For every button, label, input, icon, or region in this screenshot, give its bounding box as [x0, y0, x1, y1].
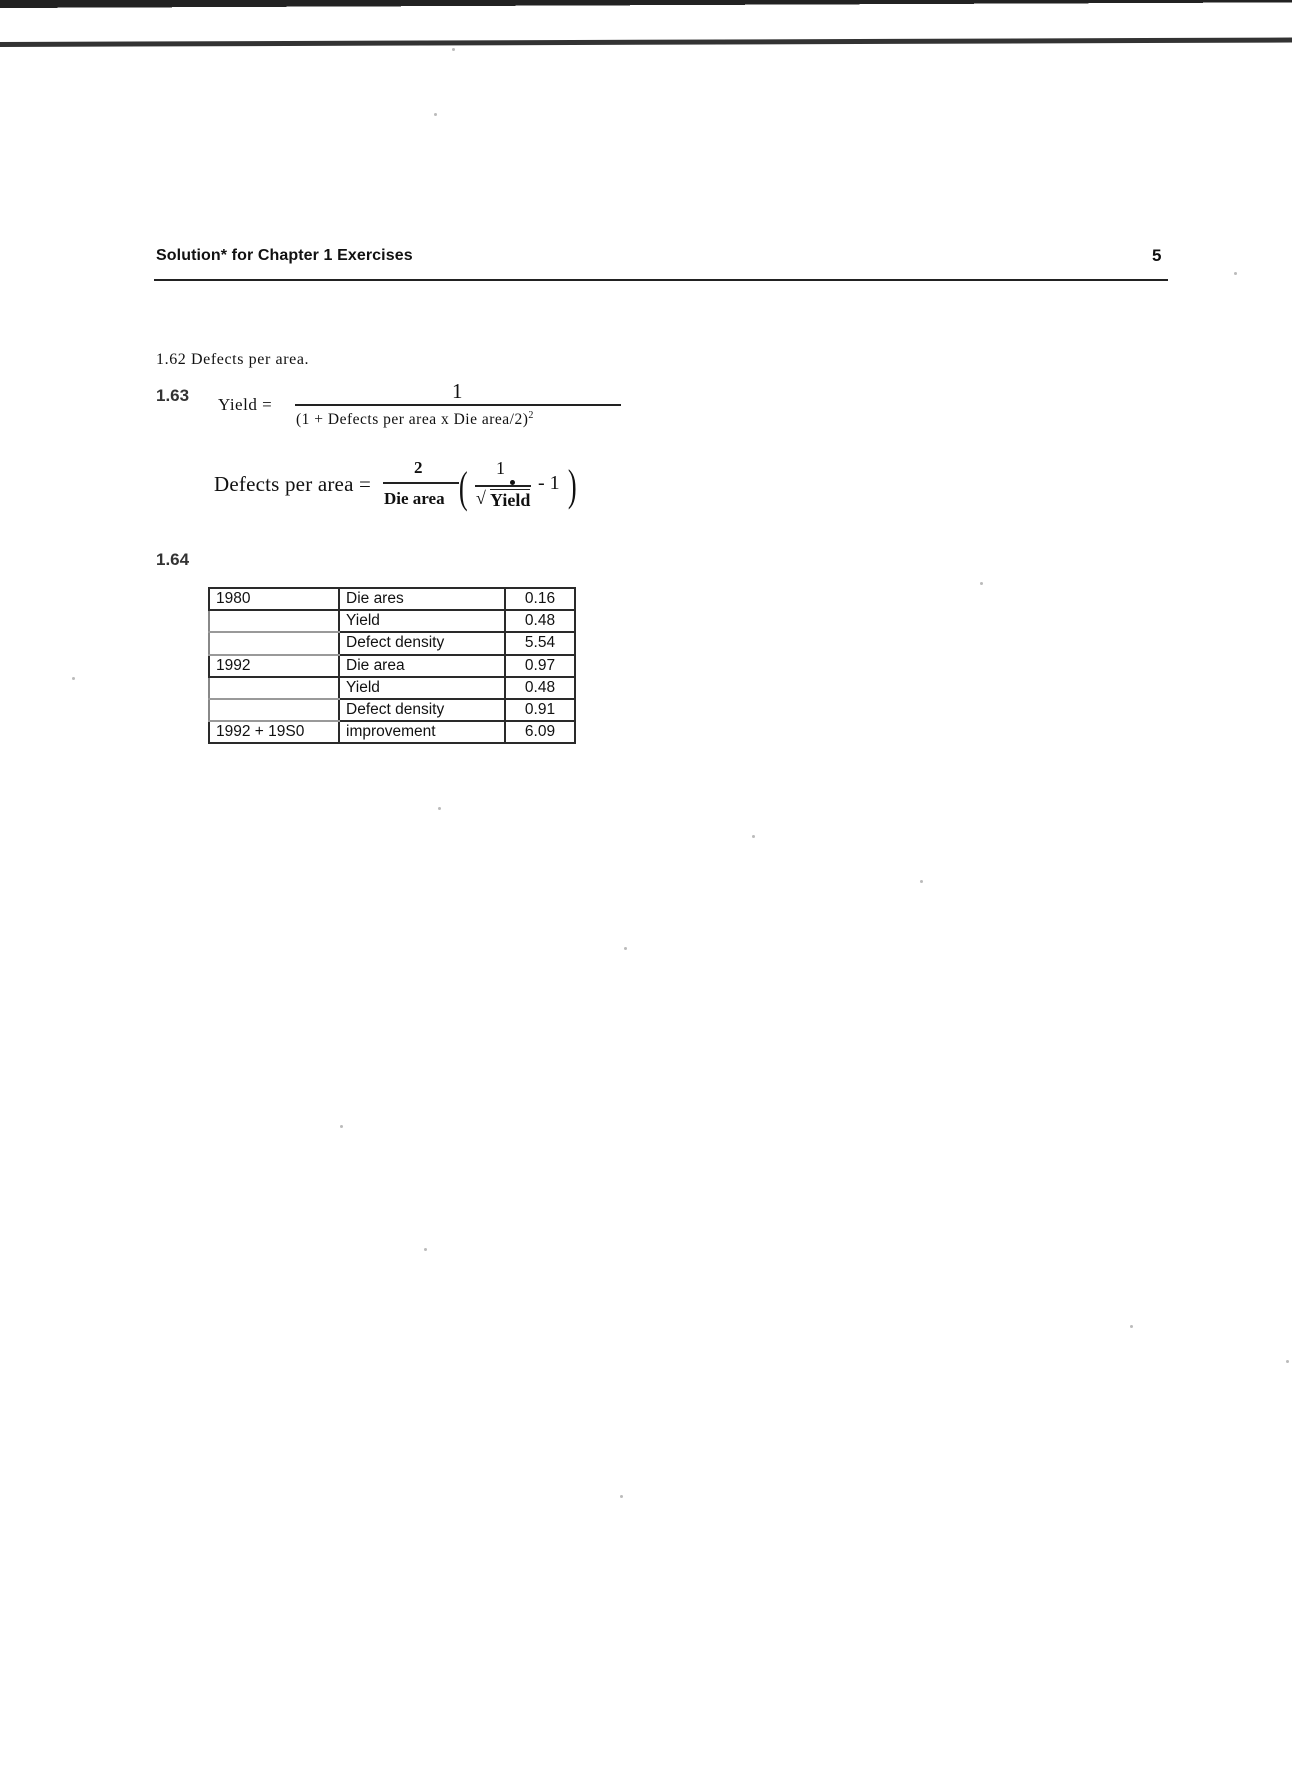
- inner-numerator: 1: [496, 458, 505, 478]
- denominator-text: (1 + Defects per area x Die area/2): [296, 411, 529, 429]
- sqrt-radicand: Yield: [490, 490, 531, 510]
- scan-speck: [752, 835, 755, 838]
- yield-equation-denominator: [296, 410, 534, 429]
- fraction-bar: [295, 404, 621, 406]
- yield-table: [208, 587, 576, 744]
- denominator-exponent: 2: [528, 410, 534, 421]
- table-cell-value: 0.48: [505, 677, 575, 699]
- table-cell-label: Die area: [339, 655, 505, 677]
- table-cell-value: 0.97: [505, 655, 575, 677]
- header-rule: [154, 279, 1168, 281]
- table-cell-year: 1992 + 19S0: [209, 721, 339, 743]
- yield-equation-lhs: Yield =: [218, 395, 273, 414]
- table-cell-label: Defect density: [339, 699, 505, 721]
- exercise-1-62: 1.62 Defects per area.: [156, 351, 310, 368]
- coef-numerator: 2: [414, 458, 423, 477]
- table-cell-year: [209, 632, 339, 654]
- table-cell-value: 6.09: [505, 721, 575, 743]
- table-cell-label: Yield: [339, 677, 505, 699]
- page-number: 5: [1152, 246, 1162, 265]
- table-cell-value: 5.54: [505, 632, 575, 654]
- running-head: Solution* for Chapter 1 Exercises: [156, 247, 413, 264]
- scan-speck: [452, 48, 455, 51]
- scan-speck: [424, 1248, 427, 1251]
- scan-speck: [438, 807, 441, 810]
- scan-speck: [1286, 1360, 1289, 1363]
- scan-speck: [434, 113, 437, 116]
- table-row: [209, 655, 575, 677]
- scan-border-rule: [0, 37, 1292, 47]
- table-cell-year: 1992: [209, 655, 339, 677]
- table-row: [209, 588, 575, 610]
- table-row: [209, 721, 575, 743]
- scan-speck: [980, 582, 983, 585]
- scan-speck: [1130, 1325, 1133, 1328]
- table-cell-label: Die ares: [339, 588, 505, 610]
- defects-equation-lhs: Defects per area =: [214, 472, 372, 496]
- fraction-bar: [383, 482, 459, 484]
- table-cell-value: 0.91: [505, 699, 575, 721]
- table-cell-label: improvement: [339, 721, 505, 743]
- table-row: [209, 677, 575, 699]
- table-cell-value: 0.48: [505, 610, 575, 632]
- coef-denominator: Die area: [384, 489, 445, 508]
- table-cell-year: 1980: [209, 588, 339, 610]
- table-cell-value: 0.16: [505, 588, 575, 610]
- fraction-bar: [475, 485, 531, 487]
- yield-equation-numerator: 1: [452, 379, 463, 403]
- scan-speck: [1234, 272, 1237, 275]
- table-cell-label: Yield: [339, 610, 505, 632]
- minus-one: - 1: [538, 472, 560, 494]
- table-cell-year: [209, 699, 339, 721]
- scan-speck: [340, 1125, 343, 1128]
- exercise-number-1-63: 1.63: [156, 386, 190, 405]
- scan-speck: [72, 677, 75, 680]
- scan-border-top: [0, 0, 1292, 10]
- sqrt-symbol: √: [476, 488, 486, 508]
- table-cell-label: Defect density: [339, 632, 505, 654]
- scan-speck: [624, 947, 627, 950]
- left-paren: (: [458, 463, 468, 512]
- table-row: [209, 610, 575, 632]
- right-paren: ): [567, 461, 577, 510]
- scan-speck: [620, 1495, 623, 1498]
- table-cell-year: [209, 610, 339, 632]
- table-row: [209, 699, 575, 721]
- table-row: [209, 632, 575, 654]
- dot-mark: [510, 480, 515, 485]
- exercise-number-1-64: 1.64: [156, 550, 190, 569]
- table-cell-year: [209, 677, 339, 699]
- scan-speck: [920, 880, 923, 883]
